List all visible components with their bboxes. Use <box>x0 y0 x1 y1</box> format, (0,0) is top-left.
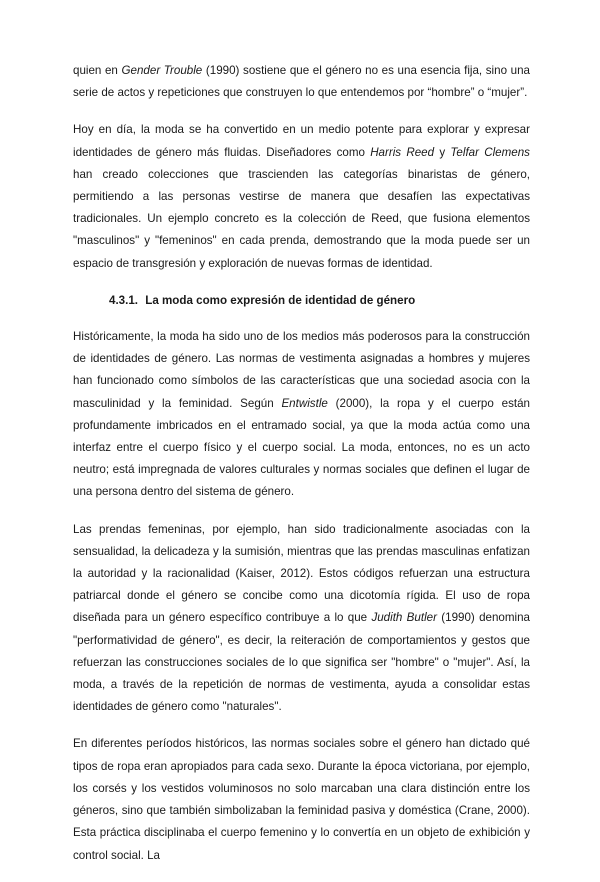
italic-name-telfar-clemens: Telfar Clemens <box>450 145 530 159</box>
section-heading <box>73 290 530 312</box>
italic-name-entwistle: Entwistle <box>281 396 328 410</box>
text-run: (2000), la ropa y el cuerpo están profundamente imbricados en el entramado social, ya que la moda actúa como una interfaz entre el cuerpo físico y el cuerpo social. La moda, entonces, no es un acto neutro; está impregnada de valores culturales y normas sociales que definen el lugar de una persona dentro del sistema de género. <box>73 396 530 499</box>
document-page <box>73 60 530 882</box>
paragraph-feminine-garments <box>73 519 530 719</box>
paragraph-fashion-today <box>73 119 530 274</box>
text-run: Hoy en día, la moda se ha convertido en un medio potente para explorar y expresar identidades de género más fluidas. Diseñadores como <box>73 123 530 159</box>
italic-name-harris-reed: Harris Reed <box>370 145 435 159</box>
italic-title-gender-trouble: Gender Trouble <box>121 64 203 77</box>
paragraph-historical-periods <box>73 733 530 866</box>
text-run: han creado colecciones que trascienden las categorías binaristas de género, permitiendo a las personas vestirse de manera que desafíen las expectativas tradicionales. Un ejemplo concreto es la colección de Reed, que fusiona elementos "masculinos" y "femeninos" en cada prenda, demostrando que la moda puede ser un espacio de transgresión y exploración de nuevas formas de identidad. <box>73 167 530 270</box>
text-run: (1990) sostiene que el género no es una esencia fija, sino una serie de actos y repeticiones que construyen lo que entendemos por “hombre” o “mujer”. <box>73 64 530 100</box>
text-run: (1990) denomina "performatividad de género", es decir, la reiteración de comportamientos y gestos que refuerzan las construcciones sociales de lo que significa ser "hombre" o "mujer". Así, la moda, a través de la repetición de normas de vestimenta, ayuda a consolidar estas identidades de género como "naturales". <box>73 611 530 714</box>
paragraph-historically <box>73 326 530 504</box>
text-run: En diferentes períodos históricos, las normas sociales sobre el género han dictado qué tipos de ropa eran apropiados para cada sexo. Durante la época victoriana, por ejemplo, los corsés y los vestidos voluminosos no solo marcaban una clara distinción entre los géneros, sino que también simbolizaban la feminidad pasiva y doméstica (Crane, 2000). Esta práctica disciplinaba el cuerpo femenino y lo convertía en un objeto de exhibición y control social. La <box>73 737 530 862</box>
paragraph-gender-trouble <box>73 60 530 104</box>
text-run: Históricamente, la moda ha sido uno de los medios más poderosos para la construcción de identidades de género. Las normas de vestimenta asignadas a hombres y mujeres han funcionado como símbolos de las características que una sociedad asocia con la masculinidad y la feminidad. Según <box>73 330 530 410</box>
text-run: quien en <box>73 64 122 77</box>
text-run: Las prendas femeninas, por ejemplo, han sido tradicionalmente asociadas con la sensualidad, la delicadeza y la sumisión, mientras que las prendas masculinas enfatizan la autoridad y la racionalidad (Kaiser, 2012). Estos códigos refuerzan una estructura patriarcal donde el género se concibe como una dicotomía rígida. El uso de ropa diseñada para un género específico contribuye a lo que <box>73 522 530 625</box>
italic-name-judith-butler: Judith Butler <box>371 611 437 625</box>
text-run: y <box>434 145 451 159</box>
section-title: La moda como expresión de identidad de género <box>145 293 416 307</box>
section-number: 4.3.1. <box>109 293 139 307</box>
